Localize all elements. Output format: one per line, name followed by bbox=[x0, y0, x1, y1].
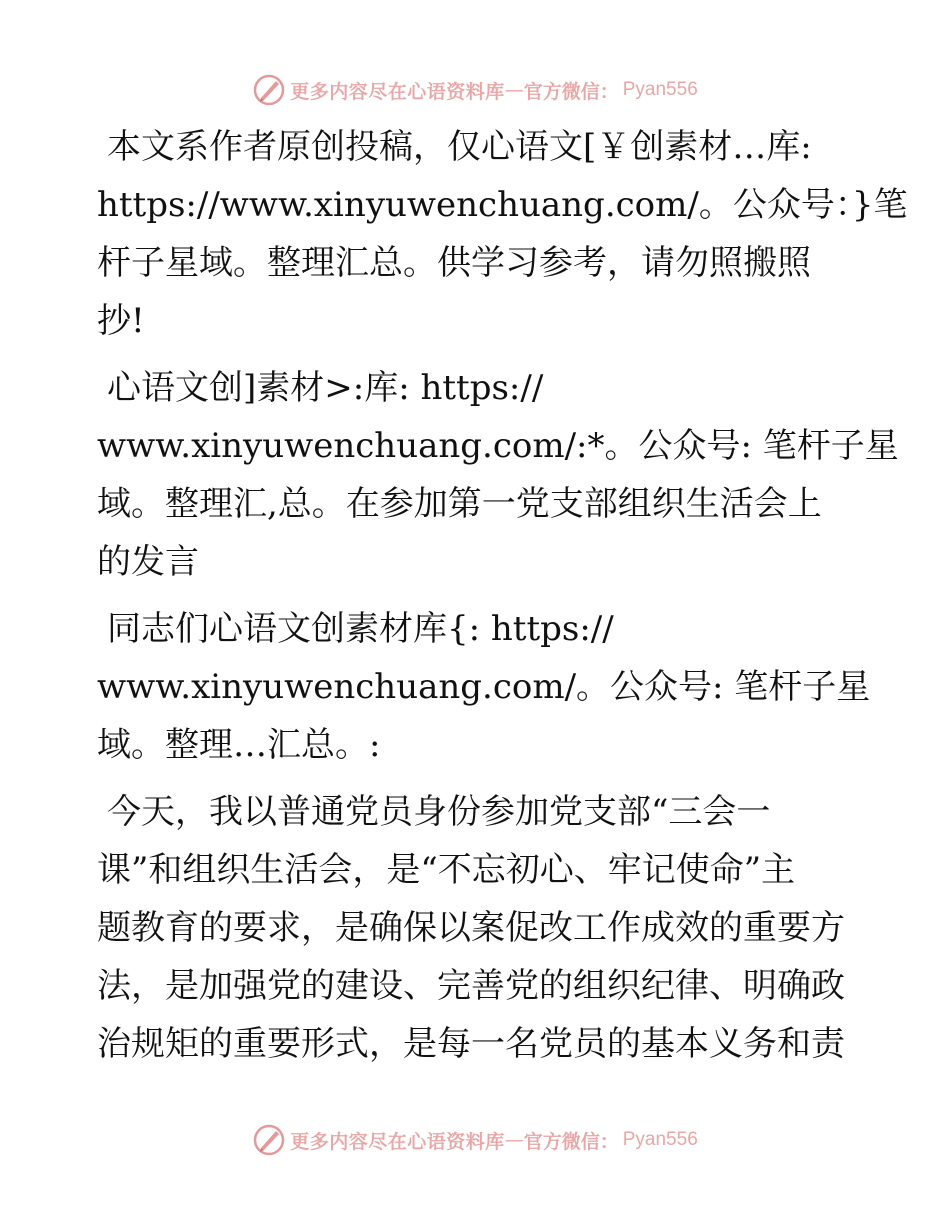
text-line: www.xinyuwenchuang.com/。公众号: 笔杆子星 bbox=[97, 667, 871, 707]
text-line: 域。整理…汇总。: bbox=[97, 725, 381, 765]
text-line: 本文系作者原创投稿，仅心语文[￥创素材…库: bbox=[107, 127, 812, 167]
text-line: 同志们心语文创素材库{: https:// bbox=[107, 609, 614, 649]
header-watermark bbox=[0, 70, 950, 110]
paragraph-2 bbox=[97, 359, 899, 591]
text-line: 域。整理汇,总。在参加第一党支部组织生活会上 bbox=[97, 484, 822, 524]
paragraph-1 bbox=[97, 118, 908, 350]
text-line: www.xinyuwenchuang.com/:*。公众号: 笔杆子星 bbox=[97, 426, 899, 466]
watermark-separator: — bbox=[504, 1129, 524, 1151]
watermark-contact-id: Pyan556 bbox=[622, 1129, 698, 1150]
watermark-contact-label: 官方微信： bbox=[523, 1130, 619, 1153]
text-line: 题教育的要求，是确保以案促改工作成效的重要方 bbox=[97, 908, 845, 948]
paragraph-4 bbox=[97, 783, 849, 1073]
text-line: 心语文创]素材>:库: https:// bbox=[107, 368, 544, 408]
text-line: 法，是加强党的建设、完善党的组织纪律、明确政 bbox=[97, 966, 845, 1006]
quill-pen-logo-icon bbox=[252, 73, 286, 107]
text-line: https://www.xinyuwenchuang.com/。公众号：}笔 bbox=[97, 185, 908, 225]
watermark-text: 更多内容尽在心语资料库 bbox=[290, 80, 505, 103]
watermark-text: 更多内容尽在心语资料库 bbox=[290, 1130, 505, 1153]
text-line: 今天，我以普通党员身份参加党支部“三会一 bbox=[107, 792, 771, 832]
watermark-contact-id: Pyan556 bbox=[622, 79, 698, 100]
text-line: 的发言 bbox=[97, 542, 199, 582]
text-line: 杆子星域。整理汇总。供学习参考，请勿照搬照 bbox=[97, 243, 811, 283]
text-line: 课”和组织生活会，是“不忘初心、牢记使命”主 bbox=[97, 850, 796, 890]
text-line: 治规矩的重要形式，是每一名党员的基本义务和责 bbox=[97, 1024, 845, 1064]
quill-pen-logo-icon bbox=[252, 1123, 286, 1157]
watermark-contact-label: 官方微信： bbox=[523, 80, 619, 103]
text-line: 抄! bbox=[97, 301, 145, 341]
watermark-separator: — bbox=[504, 79, 524, 101]
footer-watermark bbox=[0, 1120, 950, 1160]
paragraph-3 bbox=[97, 600, 871, 774]
document-body bbox=[97, 118, 908, 1082]
